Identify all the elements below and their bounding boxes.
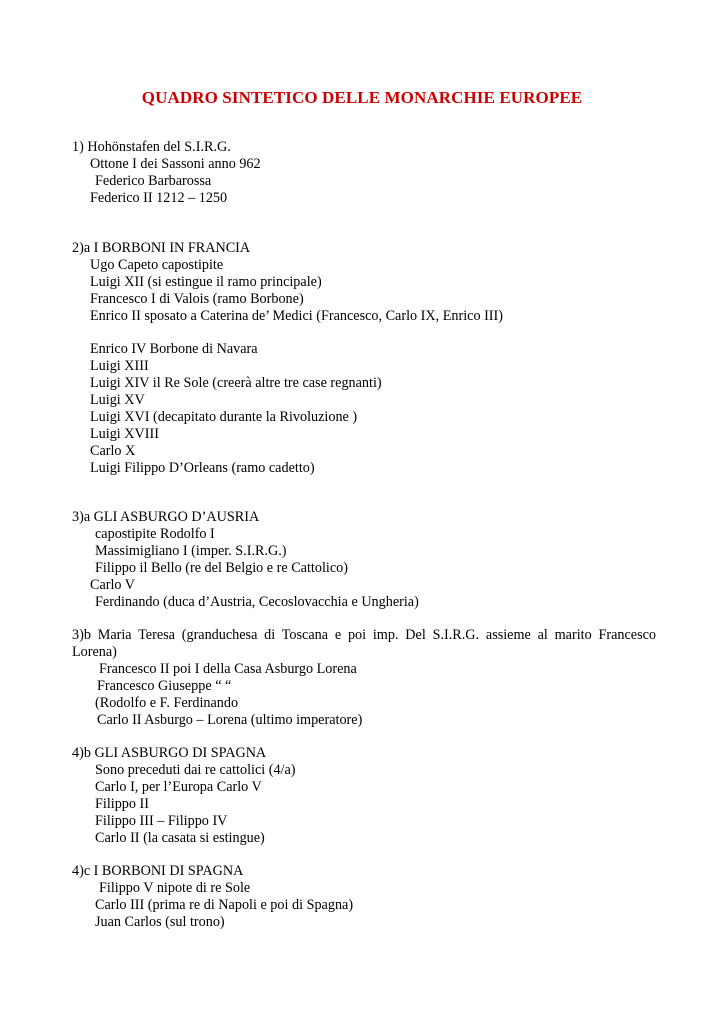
section-3a-heading: 3)a GLI ASBURGO D’AUSRIA bbox=[72, 509, 260, 525]
list-item: Sono preceduti dai re cattolici (4/a) bbox=[95, 762, 296, 778]
list-item: Carlo V bbox=[90, 577, 136, 593]
list-item: Carlo II Asburgo – Lorena (ultimo imperatore) bbox=[97, 712, 363, 728]
list-item: Luigi Filippo D’Orleans (ramo cadetto) bbox=[90, 460, 315, 476]
list-item: Enrico II sposato a Caterina de’ Medici (Francesco, Carlo IX, Enrico III) bbox=[90, 308, 503, 324]
list-item: Filippo III – Filippo IV bbox=[95, 813, 228, 829]
list-item: Carlo III (prima re di Napoli e poi di Spagna) bbox=[95, 897, 354, 913]
section-3b-heading-continued: Lorena) bbox=[72, 644, 117, 660]
list-item: Francesco I di Valois (ramo Borbone) bbox=[90, 291, 304, 307]
list-item: Filippo il Bello (re del Belgio e re Cattolico) bbox=[95, 560, 348, 576]
list-item: Federico Barbarossa bbox=[95, 173, 212, 189]
list-item: Luigi XIII bbox=[90, 358, 149, 374]
list-item: Luigi XVI (decapitato durante la Rivoluzione ) bbox=[90, 409, 358, 425]
section-2a-heading: 2)a I BORBONI IN FRANCIA bbox=[72, 240, 251, 256]
list-item: Filippo V nipote di re Sole bbox=[99, 880, 251, 896]
list-item: Francesco Giuseppe “ “ bbox=[97, 678, 232, 694]
list-item: Carlo I, per l’Europa Carlo V bbox=[95, 779, 262, 795]
list-item: Carlo II (la casata si estingue) bbox=[95, 830, 265, 846]
list-item: Filippo II bbox=[95, 796, 149, 812]
list-item: Ugo Capeto capostipite bbox=[90, 257, 224, 273]
list-item: Luigi XV bbox=[90, 392, 145, 408]
list-item: Federico II 1212 – 1250 bbox=[90, 190, 228, 206]
document-title: QUADRO SINTETICO DELLE MONARCHIE EUROPEE bbox=[141, 88, 583, 107]
list-item: Luigi XII (si estingue il ramo principale) bbox=[90, 274, 322, 290]
list-item: Massimigliano I (imper. S.I.R.G.) bbox=[95, 543, 287, 559]
list-item: Luigi XIV il Re Sole (creerà altre tre case regnanti) bbox=[90, 375, 382, 391]
list-item: Enrico IV Borbone di Navara bbox=[90, 341, 258, 357]
list-item: Carlo X bbox=[90, 443, 136, 459]
list-item: Francesco II poi I della Casa Asburgo Lorena bbox=[99, 661, 357, 677]
list-item: capostipite Rodolfo I bbox=[95, 526, 215, 542]
list-item: Juan Carlos (sul trono) bbox=[95, 914, 225, 930]
list-item: Ferdinando (duca d’Austria, Cecoslovacchia e Ungheria) bbox=[95, 594, 419, 610]
section-4c-heading: 4)c I BORBONI DI SPAGNA bbox=[72, 863, 244, 879]
section-1-heading: 1) Hohönstafen del S.I.R.G. bbox=[72, 139, 231, 155]
section-4b-heading: 4)b GLI ASBURGO DI SPAGNA bbox=[72, 745, 267, 761]
list-item: Luigi XVIII bbox=[90, 426, 159, 442]
list-item: (Rodolfo e F. Ferdinando bbox=[95, 695, 239, 711]
section-3b-heading: 3)b Maria Teresa (granduchesa di Toscana e poi imp. Del S.I.R.G. assieme al marito Francesco bbox=[72, 627, 656, 643]
list-item: Ottone I dei Sassoni anno 962 bbox=[90, 156, 261, 172]
